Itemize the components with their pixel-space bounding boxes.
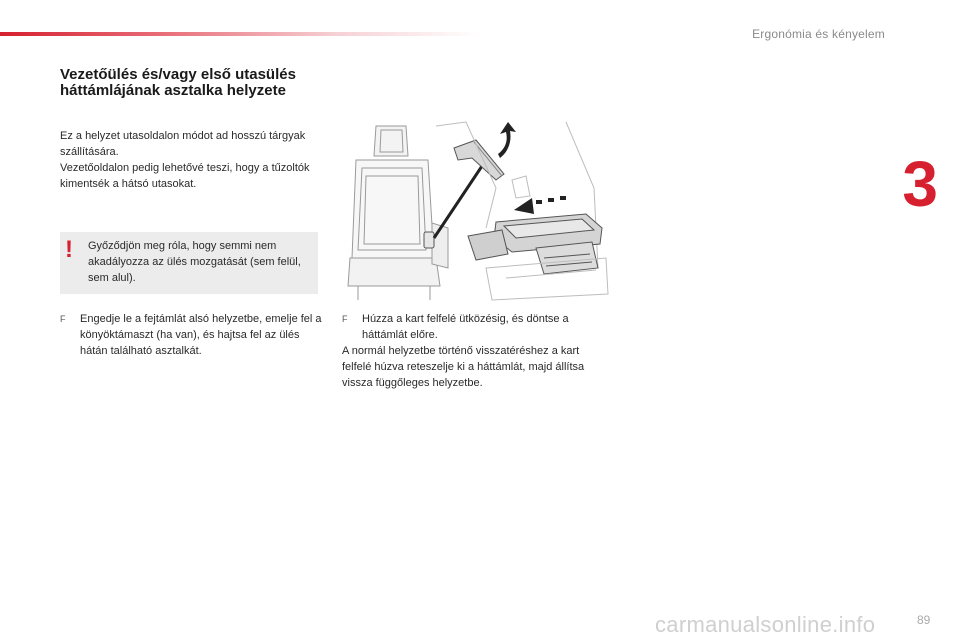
step-bullet-icon: F	[342, 314, 348, 324]
return-note: A normál helyzetbe történő visszatéréshez a kart felfelé húzva reteszelje ki a háttámlát, majd állítsa vissza függőleges helyzetbe.	[342, 345, 585, 389]
step-1	[60, 311, 322, 359]
seat-folding-illustration	[336, 118, 618, 302]
step-2	[342, 311, 607, 343]
section-title: Vezetőülés és/vagy első utasülés háttámlájának asztalka helyzete	[60, 66, 296, 99]
intro-line-1: Ez a helyzet utasoldalon módot ad hosszú tárgyak szállítására.	[60, 130, 306, 158]
warning-box	[60, 232, 318, 294]
exclamation-icon: !	[65, 236, 73, 263]
page-number: 89	[917, 613, 931, 627]
step-2-text: Húzza a kart felfelé ütközésig, és döntse a háttámlát előre.	[362, 313, 569, 341]
chapter-title: Ergonómia és kényelem	[752, 27, 885, 41]
step-bullet-icon: F	[60, 314, 66, 324]
header-accent-bar	[0, 32, 480, 36]
intro-text	[60, 128, 320, 192]
step-1-text: Engedje le a fejtámlát alsó helyzetbe, emelje fel a könyöktámaszt (ha van), és hajtsa fel az ülés hátán található asztalkát.	[80, 313, 322, 357]
chapter-number: 3	[902, 148, 938, 220]
intro-line-2: Vezetőoldalon pedig lehetővé teszi, hogy a tűzoltók kimentsék a hátsó utasokat.	[60, 162, 310, 190]
watermark-text: carmanualsonline.info	[655, 612, 876, 637]
warning-text: Győződjön meg róla, hogy semmi nem akadályozza az ülés mozgatását (sem felül, sem alul).	[88, 240, 301, 284]
